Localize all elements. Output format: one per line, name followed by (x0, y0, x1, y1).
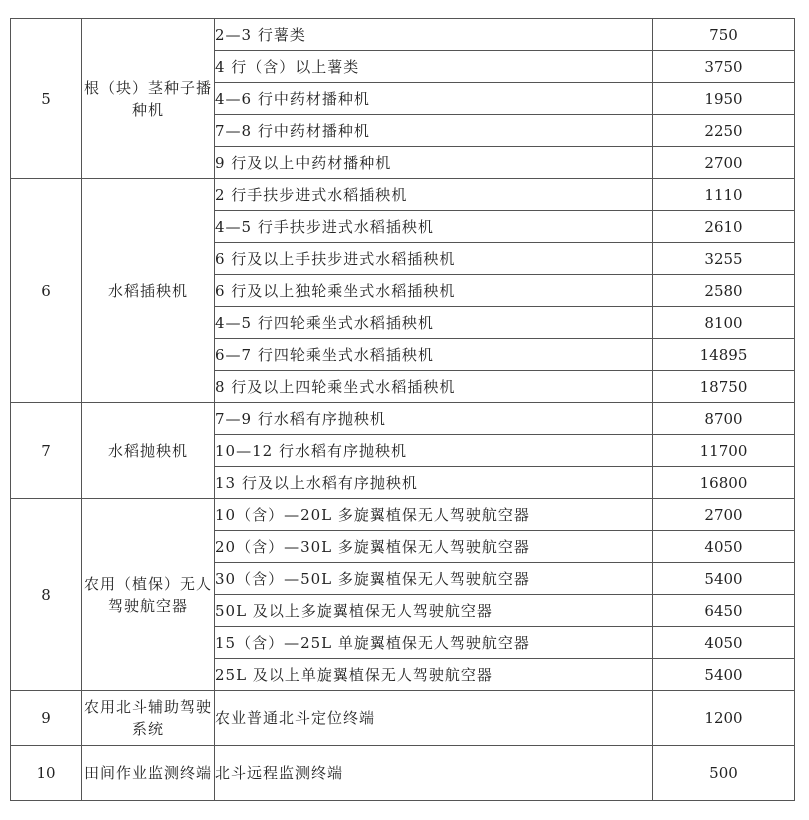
item-name: 农业普通北斗定位终端 (215, 691, 653, 746)
subsidy-table (10, 18, 795, 801)
item-name: 7—8 行中药材播种机 (215, 115, 653, 147)
item-amount: 4050 (653, 627, 795, 659)
item-amount: 2250 (653, 115, 795, 147)
item-name: 6 行及以上独轮乘坐式水稻插秧机 (215, 275, 653, 307)
group-number: 5 (11, 19, 82, 179)
item-amount: 2700 (653, 499, 795, 531)
item-name: 20（含）—30L 多旋翼植保无人驾驶航空器 (215, 531, 653, 563)
item-amount: 5400 (653, 563, 795, 595)
group-number: 8 (11, 499, 82, 691)
item-name: 2 行手扶步进式水稻插秧机 (215, 179, 653, 211)
table-row (11, 499, 795, 531)
item-name: 13 行及以上水稻有序抛秧机 (215, 467, 653, 499)
group-category: 田间作业监测终端 (82, 746, 215, 801)
group-number: 7 (11, 403, 82, 499)
item-name: 7—9 行水稻有序抛秧机 (215, 403, 653, 435)
item-name: 8 行及以上四轮乘坐式水稻插秧机 (215, 371, 653, 403)
item-amount: 3255 (653, 243, 795, 275)
item-name: 北斗远程监测终端 (215, 746, 653, 801)
item-amount: 1110 (653, 179, 795, 211)
item-name: 15（含）—25L 单旋翼植保无人驾驶航空器 (215, 627, 653, 659)
item-name: 6 行及以上手扶步进式水稻插秧机 (215, 243, 653, 275)
item-name: 6—7 行四轮乘坐式水稻插秧机 (215, 339, 653, 371)
table-row (11, 179, 795, 211)
item-amount: 1950 (653, 83, 795, 115)
item-amount: 14895 (653, 339, 795, 371)
group-category: 农用（植保）无人驾驶航空器 (82, 499, 215, 691)
item-name: 25L 及以上单旋翼植保无人驾驶航空器 (215, 659, 653, 691)
item-name: 2—3 行薯类 (215, 19, 653, 51)
item-amount: 500 (653, 746, 795, 801)
item-name: 10—12 行水稻有序抛秧机 (215, 435, 653, 467)
item-amount: 750 (653, 19, 795, 51)
group-category: 水稻抛秧机 (82, 403, 215, 499)
item-name: 4 行（含）以上薯类 (215, 51, 653, 83)
item-name: 50L 及以上多旋翼植保无人驾驶航空器 (215, 595, 653, 627)
item-name: 9 行及以上中药材播种机 (215, 147, 653, 179)
item-amount: 16800 (653, 467, 795, 499)
table-row (11, 691, 795, 746)
item-amount: 11700 (653, 435, 795, 467)
group-category: 农用北斗辅助驾驶系统 (82, 691, 215, 746)
item-name: 10（含）—20L 多旋翼植保无人驾驶航空器 (215, 499, 653, 531)
item-amount: 1200 (653, 691, 795, 746)
item-amount: 18750 (653, 371, 795, 403)
item-name: 4—6 行中药材播种机 (215, 83, 653, 115)
item-name: 30（含）—50L 多旋翼植保无人驾驶航空器 (215, 563, 653, 595)
item-name: 4—5 行四轮乘坐式水稻插秧机 (215, 307, 653, 339)
group-category: 根（块）茎种子播种机 (82, 19, 215, 179)
item-amount: 6450 (653, 595, 795, 627)
item-amount: 2580 (653, 275, 795, 307)
table-row (11, 19, 795, 51)
table-row (11, 403, 795, 435)
group-number: 10 (11, 746, 82, 801)
table-body (11, 19, 795, 801)
group-number: 6 (11, 179, 82, 403)
item-amount: 2700 (653, 147, 795, 179)
table-row (11, 746, 795, 801)
item-amount: 4050 (653, 531, 795, 563)
group-category: 水稻插秧机 (82, 179, 215, 403)
item-amount: 2610 (653, 211, 795, 243)
group-number: 9 (11, 691, 82, 746)
item-amount: 3750 (653, 51, 795, 83)
item-amount: 5400 (653, 659, 795, 691)
item-amount: 8700 (653, 403, 795, 435)
item-amount: 8100 (653, 307, 795, 339)
item-name: 4—5 行手扶步进式水稻插秧机 (215, 211, 653, 243)
